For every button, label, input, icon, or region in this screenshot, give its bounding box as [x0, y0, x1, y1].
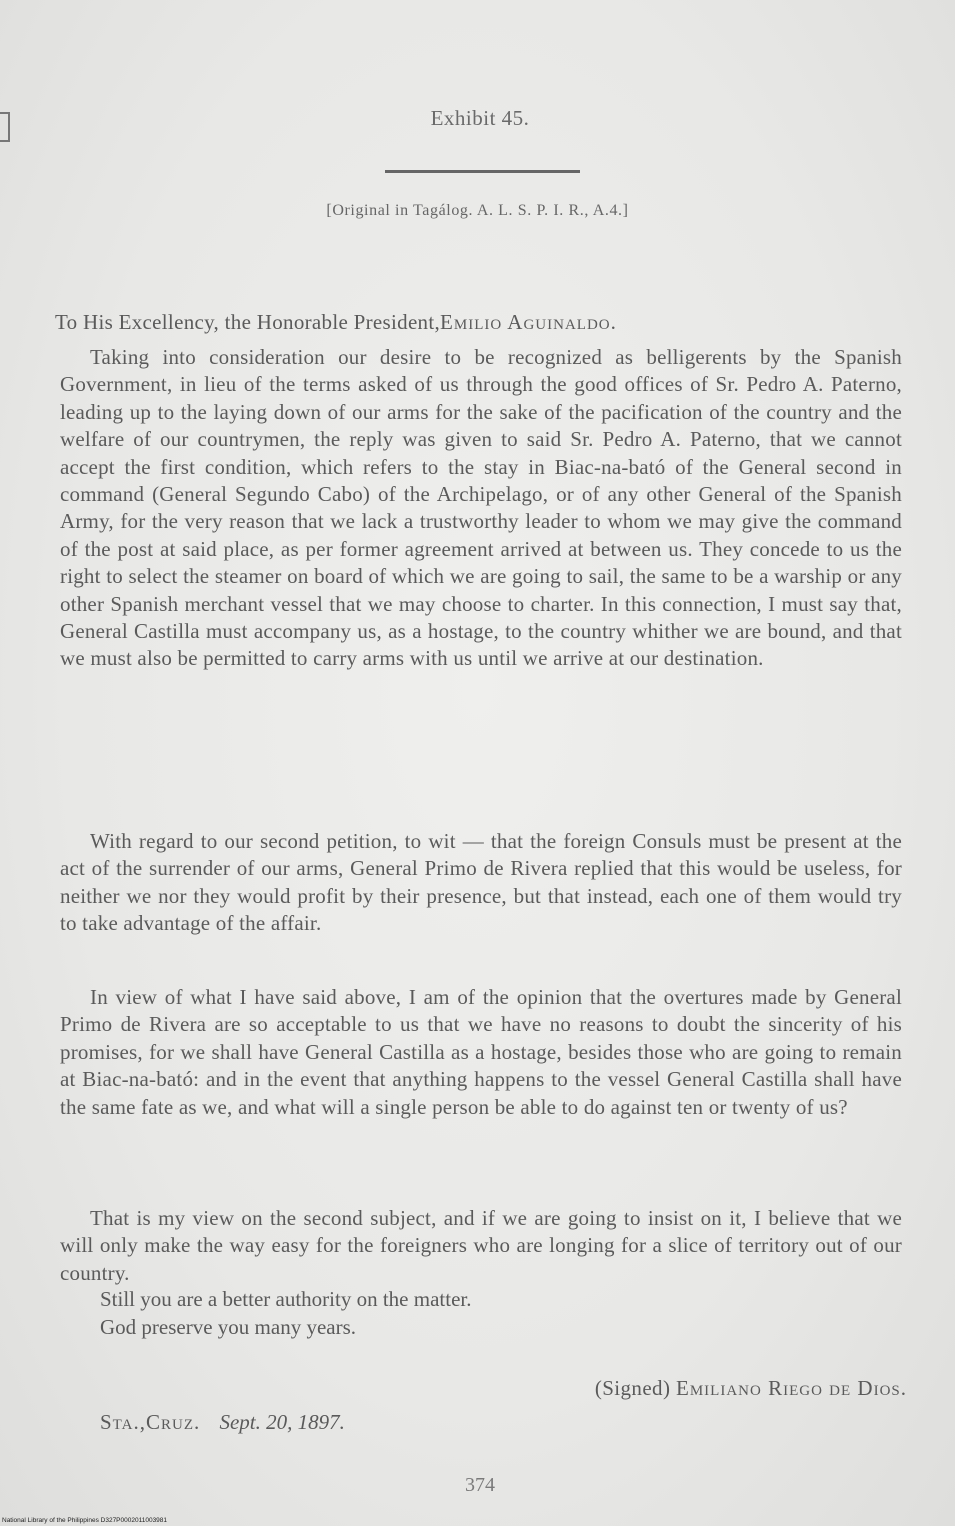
closing-line: Still you are a better authority on the matter.	[100, 1287, 472, 1311]
signatory-name: Emiliano Riego de Dios.	[676, 1376, 907, 1400]
left-edge-bracket-mark	[0, 112, 10, 142]
salutation-prefix: To His Excellency, the Honorable President,	[55, 310, 441, 334]
paragraph-text: With regard to our second petition, to wit — that the foreign Consuls must be present at the act of the surrender of our arms, General Primo de Rivera replied that this would be useless, for neither we nor they would profit by their presence, but that instead, each one of them would try to take advantage of the affair.	[60, 829, 902, 936]
salutation-recipient-name: Emilio Aguinaldo.	[440, 310, 617, 334]
letter-paragraph	[60, 344, 902, 673]
letter-paragraph	[60, 828, 902, 938]
place-name: Sta.,Cruz.	[100, 1410, 201, 1434]
closing-line: God preserve you many years.	[100, 1315, 356, 1339]
letter-date: Sept. 20, 1897.	[219, 1410, 345, 1434]
signature-prefix: (Signed)	[594, 1376, 671, 1400]
paragraph-text: Taking into consideration our desire to be recognized as belligerents by the Spanish Government, in lieu of the terms asked of us through the good offices of Sr. Pedro A. Paterno, leading up to the laying down of our arms for the sake of the pacification of the country and the welfare of our countrymen, the reply was given to said Sr. Pedro A. Paterno, that we cannot accept the first condition, which refers to the stay in Biac-na-bató of the General second in command (General Segundo Cabo) of the Archipelago, or of any other General of the Spanish Army, for the very reason that we lack a trustworthy leader to whom we may give the command of the post at said place, as per former agreement arrived at between us. They concede to us the right to select the steamer on board of which we are going to sail, the same to be a warship or any other Spanish merchant vessel that we may choose to charter. In this connection, I must say that, General Castilla must accompany us, as a hostage, to the country whither we are bound, and that we must also be permitted to carry arms with us until we arrive at our destination.	[60, 345, 902, 671]
place-and-date-line	[100, 1410, 345, 1435]
paragraph-text: That is my view on the second subject, and if we are going to insist on it, I believe that we will only make the way easy for the foreigners who are longing for a slice of territory out of our country.	[60, 1206, 902, 1285]
page-number: 374	[465, 1474, 495, 1496]
exhibit-title: Exhibit 45.	[430, 106, 530, 130]
salutation-line	[55, 310, 915, 335]
paragraph-text: In view of what I have said above, I am of the opinion that the overtures made by General Primo de Rivera are so acceptable to us that we have no reasons to doubt the sincerity of his promises, for we shall have General Castilla as a hostage, besides those who are going to remain at Biac-na-bató: and in the event that anything happens to the vessel General Castilla shall have the same fate as we, and what will a single person be able to do against ten or twenty of us?	[60, 985, 902, 1119]
archive-credit-footer: National Library of the Philippines D327P0002011003981	[2, 1517, 168, 1524]
title-underline-rule	[385, 170, 580, 173]
letter-paragraph	[60, 984, 902, 1121]
letter-paragraph	[60, 1205, 902, 1287]
signature-line	[595, 1376, 907, 1401]
original-language-note: [Original in Tagálog. A. L. S. P. I. R., A.4.]	[326, 202, 629, 219]
